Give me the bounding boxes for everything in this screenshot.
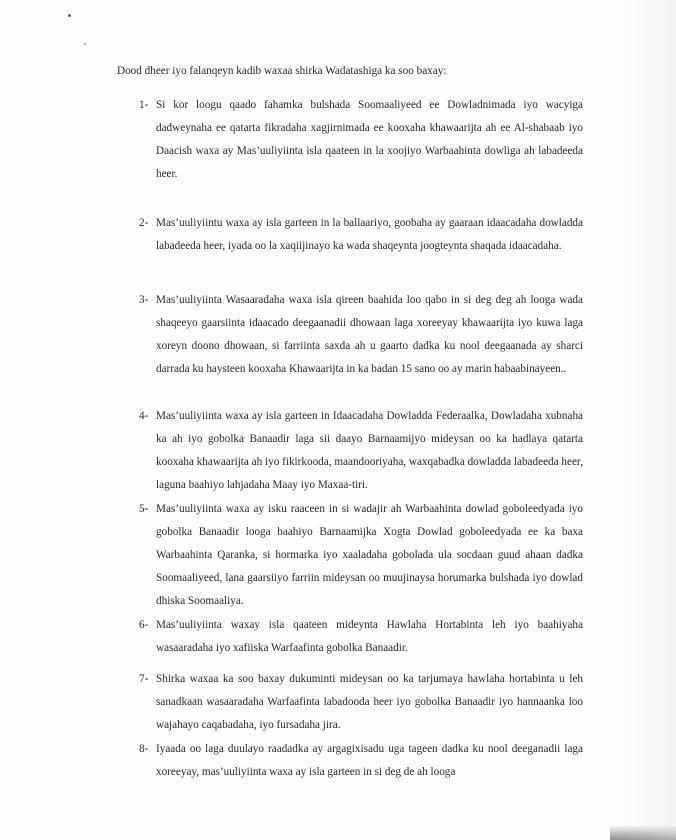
item-text: Mas’uuliyiinta waxa ay isla garteen in Idaacadaha Dowladda Federaalka, Dowladaha xubnaha ka ah iyo gobolka Banaadir laga sii daayo Barnaamijyo mideysan oo ka hadlaya qatarta kooxaha khawaarijta ah iyo fikirkooda, maandooriyaha, waxqabadka dowladda labadeeda heer, laguna baahiyo lahjadaha Maay iyo Maxaa-tiri. — [156, 410, 583, 491]
scan-speck — [68, 14, 71, 17]
intro-paragraph: Dood dheer iyo falanqeyn kadib waxaa shirka Wadatashiga ka soo baxay: — [117, 65, 447, 77]
item-text: Si kor loogu qaado fahamka bulshada Soomaaliyeed ee Dowladnimada iyo wacyiga dadweynaha ee qatarta fikradaha xagjirnimada ee kooxaha khawaarijta ah ee Al-shabaab iyo Daacish waxa ay Mas’uuliyiinta isla qaateen in la xoojiyo Warbaahinta dowliga ah labadeeda heer. — [156, 99, 583, 180]
item-number: 8- — [139, 743, 149, 755]
list-item — [117, 614, 583, 668]
list-item — [117, 94, 583, 212]
item-text: Iyaada oo laga duulayo raadadka ay argagixisadu uga tageen dadka ku nool deeganadii laga xoreeyay, mas’uuliyiinta waxa ay isla garteen in si deg de ah looga — [156, 743, 583, 778]
list-item — [117, 289, 583, 405]
item-text: Mas’uuliyiinta waxa ay isku raaceen in si wadajir ah Warbaahinta dowlad goboleedyada iyo gobolka Banaadir looga baahiyo Barnaamijka Xogta Dowlad goboleedyada ee ka baxa Warbaahinta Qaranka, si hormarka iyo xaaladaha gobolada ula socdaan guud ahaan dadka Soomaaliyeed, lana gaarsiiyo farriin mideysan oo muujinaysa horumarka bulshada iyo dowlad dhiska Soomaaliya. — [156, 503, 583, 607]
item-text: Mas’uuliyiintu waxa ay isla garteen in la ballaariyo, goobaha ay gaaraan idaacadaha dowladda labadeeda heer, iyada oo la xaqiijinayo ka wada shaqeynta joogteynta shaqada idaacadaha. — [156, 217, 583, 252]
list-item — [117, 668, 583, 738]
list-item — [117, 738, 583, 788]
item-number: 6- — [139, 619, 149, 631]
item-number: 7- — [139, 673, 149, 685]
scan-edge-shadow — [610, 826, 676, 840]
item-text: Shirka waxaa ka soo baxay dukuminti mideysan oo ka tarjumaya hawlaha hortabinta u leh sanadkaan wasaaradaha Warfaafinta labadooda heer iyo gobolka Banaadir iyo hannaanka loo wajahayo caqabadaha, iyo fursadaha jira. — [156, 673, 583, 731]
item-number: 4- — [139, 410, 149, 422]
item-text: Mas’uuliyiinta waxay isla qaateen mideynta Hawlaha Hortabinta leh iyo baahiyaha wasaaradaha iyo xafiiska Warfaafinta gobolka Banaadir. — [156, 619, 583, 654]
list-item — [117, 498, 583, 614]
item-number: 5- — [139, 503, 149, 515]
numbered-list — [117, 94, 583, 788]
list-item — [117, 405, 583, 498]
scan-speck — [84, 43, 86, 45]
list-item — [117, 212, 583, 289]
item-text: Mas’uuliyiinta Wasaaradaha waxa isla qireen baahida loo qabo in si deg deg ah looga wada shaqeeyo gaarsiinta idaacado deegaanadii dhowaan laga xoreeyay khawaarijta iyo kuwa laga xoreyn doono dhowaan, si farriinta saxda ah u gaarto dadka ku nool deegaanada ay sharci darrada ku haysteen kooxaha Khawaarijta in ka badan 15 sano oo ay marin habaabinayeen.. — [156, 294, 583, 375]
item-number: 1- — [139, 99, 149, 111]
item-number: 3- — [139, 294, 149, 306]
item-number: 2- — [139, 217, 149, 229]
